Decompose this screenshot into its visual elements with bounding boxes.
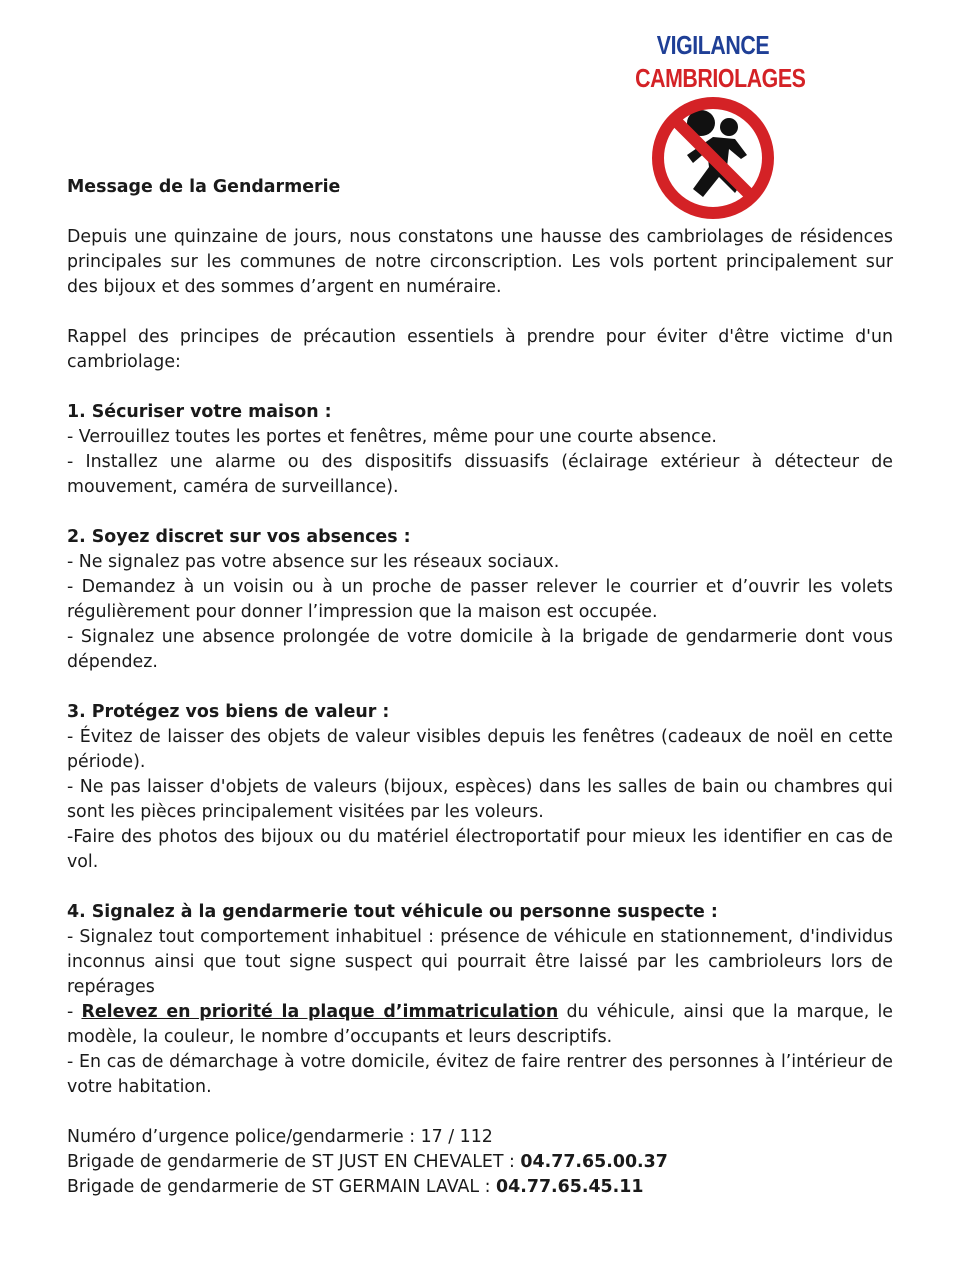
brigade-1-label: Brigade de gendarmerie de ST JUST EN CHEVALET : bbox=[67, 1152, 521, 1172]
brigade-2-label: Brigade de gendarmerie de ST GERMAIN LAVAL : bbox=[67, 1177, 497, 1197]
list-item: - Ne signalez pas votre absence sur les réseaux sociaux. bbox=[67, 552, 560, 572]
brigade-2-contact bbox=[67, 1175, 893, 1200]
license-plate-emphasis: Relevez en priorité la plaque d’immatriculation bbox=[81, 1002, 559, 1022]
brigade-1-phone: 04.77.65.00.37 bbox=[520, 1152, 668, 1172]
list-item-prefix: - bbox=[67, 1002, 82, 1022]
logo-line-1: VIGILANCE bbox=[656, 30, 770, 60]
message-document bbox=[67, 175, 893, 1200]
list-item: - En cas de démarchage à votre domicile, évitez de faire rentrer des personnes à l’intérieur de votre habitation. bbox=[67, 1052, 893, 1097]
list-item: - Signalez tout comportement inhabituel : présence de véhicule en stationnement, d'individus inconnus ainsi que tout signe suspect qui pourrait être laissé par les cambrioleurs lors de repérages bbox=[67, 927, 893, 997]
vigilance-logo bbox=[618, 28, 808, 198]
list-item: - Ne pas laisser d'objets de valeurs (bijoux, espèces) dans les salles de bain ou chambres qui sont les pièces principalement visitées par les voleurs. bbox=[67, 777, 893, 822]
section-3-heading: 3. Protégez vos biens de valeur : bbox=[67, 702, 390, 722]
logo-line-2: CAMBRIOLAGES bbox=[635, 63, 806, 93]
intro-paragraph: Depuis une quinzaine de jours, nous constatons une hausse des cambriolages de résidences principales sur les communes de notre circonscription. Les vols portent principalement sur des bijoux et des sommes d’argent en numéraire. bbox=[67, 227, 893, 297]
brigade-2-phone: 04.77.65.45.11 bbox=[496, 1177, 644, 1197]
list-item: - Installez une alarme ou des dispositifs dissuasifs (éclairage extérieur à détecteur de mouvement, caméra de surveillance). bbox=[67, 452, 893, 497]
list-item: - Évitez de laisser des objets de valeur visibles depuis les fenêtres (cadeaux de noël en cette période). bbox=[67, 727, 893, 772]
list-item: -Faire des photos des bijoux ou du matériel électroportatif pour mieux les identifier en cas de vol. bbox=[67, 827, 893, 872]
list-item-rest: du véhicule, ainsi que la marque, le modèle, la couleur, le nombre d’occupants et leurs descriptifs. bbox=[67, 1002, 893, 1047]
section-1-heading: 1. Sécuriser votre maison : bbox=[67, 402, 332, 422]
brigade-1-contact bbox=[67, 1150, 893, 1175]
section-2-heading: 2. Soyez discret sur vos absences : bbox=[67, 527, 411, 547]
section-4-heading: 4. Signalez à la gendarmerie tout véhicule ou personne suspecte : bbox=[67, 902, 718, 922]
message-title: Message de la Gendarmerie bbox=[67, 177, 341, 197]
list-item bbox=[67, 1000, 893, 1050]
list-item: - Signalez une absence prolongée de votre domicile à la brigade de gendarmerie dont vous dépendez. bbox=[67, 627, 893, 672]
list-item: - Verrouillez toutes les portes et fenêtres, même pour une courte absence. bbox=[67, 427, 717, 447]
list-item: - Demandez à un voisin ou à un proche de passer relever le courrier et d’ouvrir les volets régulièrement pour donner l’impression que la maison est occupée. bbox=[67, 577, 893, 622]
reminder-paragraph: Rappel des principes de précaution essentiels à prendre pour éviter d'être victime d'un cambriolage: bbox=[67, 327, 893, 372]
emergency-number: Numéro d’urgence police/gendarmerie : 17 / 112 bbox=[67, 1127, 493, 1147]
